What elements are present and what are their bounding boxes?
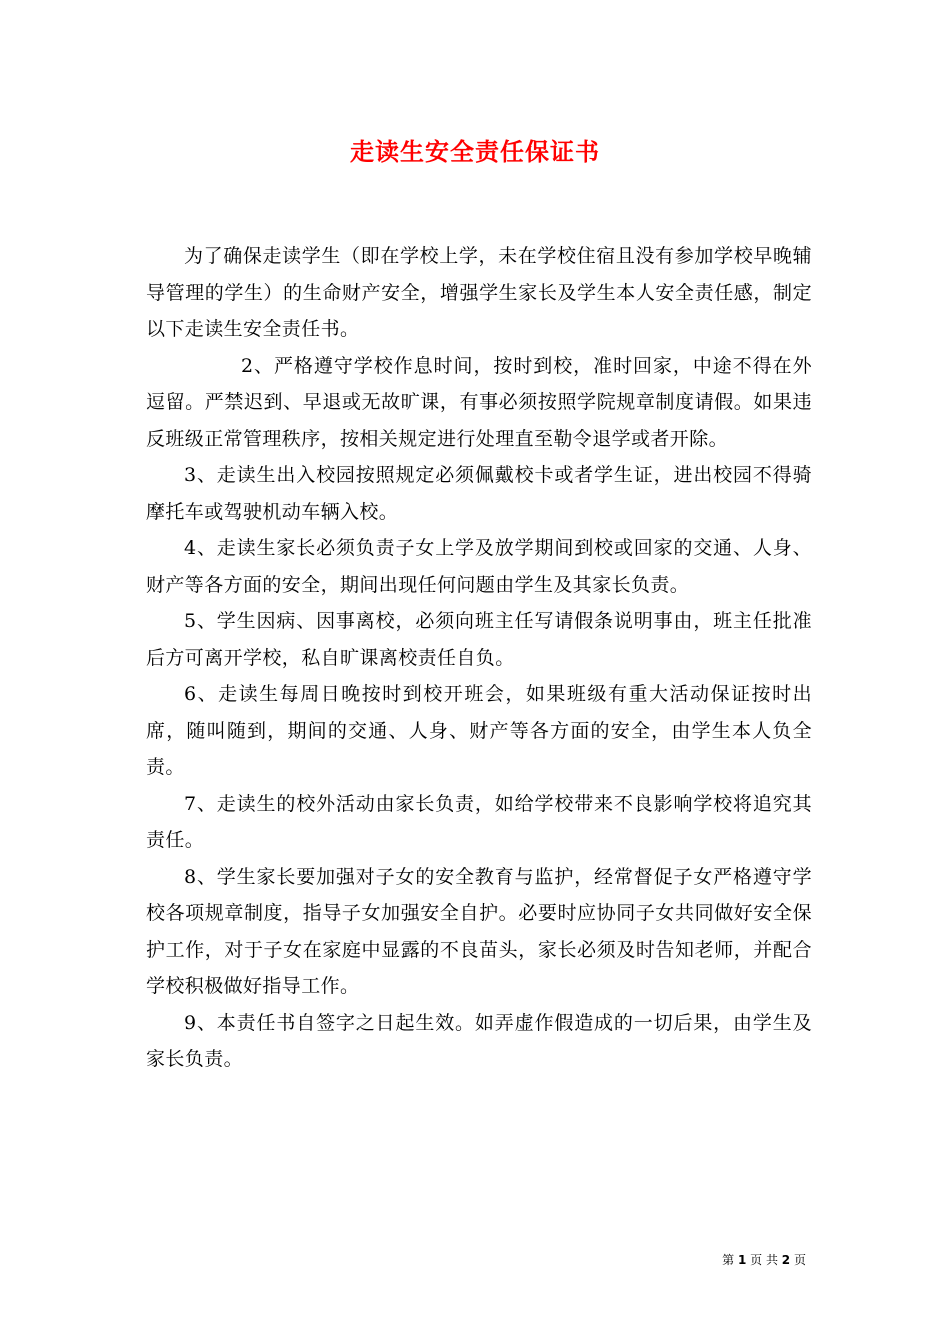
intro-paragraph: 为了确保走读学生（即在学校上学，未在学校住宿且没有参加学校早晚辅导管理的学生）的生命财产安全，增强学生家长及学生本人安全责任感，制定以下走读生安全责任书。 bbox=[146, 245, 812, 340]
footer-current-page: 1 bbox=[737, 1253, 747, 1267]
clause-3-paragraph: 3、走读生出入校园按照规定必须佩戴校卡或者学生证，进出校园不得骑摩托车或驾驶机动车辆入校。 bbox=[146, 464, 812, 523]
clause-7-paragraph: 7、走读生的校外活动由家长负责，如给学校带来不良影响学校将追究其责任。 bbox=[146, 792, 812, 851]
document-body bbox=[146, 238, 812, 1078]
clause-5-paragraph: 5、学生因病、因事离校，必须向班主任写请假条说明事由，班主任批准后方可离开学校，私自旷课离校责任自负。 bbox=[146, 610, 812, 669]
document-title: 走读生安全责任保证书 bbox=[350, 137, 600, 166]
clause-6-paragraph: 6、走读生每周日晚按时到校开班会，如果班级有重大活动保证按时出席，随叫随到，期间的交通、人身、财产等各方面的安全，由学生本人负全责。 bbox=[146, 683, 812, 778]
footer-suffix: 页 bbox=[793, 1253, 806, 1267]
clause-8-paragraph: 8、学生家长要加强对子女的安全教育与监护，经常督促子女严格遵守学校各项规章制度，指导子女加强安全自护。必要时应协同子女共同做好安全保护工作，对于子女在家庭中显露的不良苗头，家长必须及时告知老师，并配合学校积极做好指导工作。 bbox=[146, 865, 812, 997]
clause-9-paragraph: 9、本责任书自签字之日起生效。如弄虚作假造成的一切后果，由学生及家长负责。 bbox=[146, 1011, 812, 1070]
clause-2-paragraph: 2、严格遵守学校作息时间，按时到校，准时回家，中途不得在外逗留。严禁迟到、早退或无故旷课，有事必须按照学院规章制度请假。如果违反班级正常管理秩序，按相关规定进行处理直至勒令退学或者开除。 bbox=[146, 354, 812, 450]
footer-total-pages: 2 bbox=[781, 1253, 791, 1267]
clause-4-paragraph: 4、走读生家长必须负责子女上学及放学期间到校或回家的交通、人身、财产等各方面的安全，期间出现任何问题由学生及其家长负责。 bbox=[146, 537, 812, 596]
footer-middle: 页 共 bbox=[750, 1253, 778, 1267]
footer-prefix: 第 bbox=[722, 1253, 735, 1267]
page-number-footer bbox=[722, 1251, 806, 1268]
